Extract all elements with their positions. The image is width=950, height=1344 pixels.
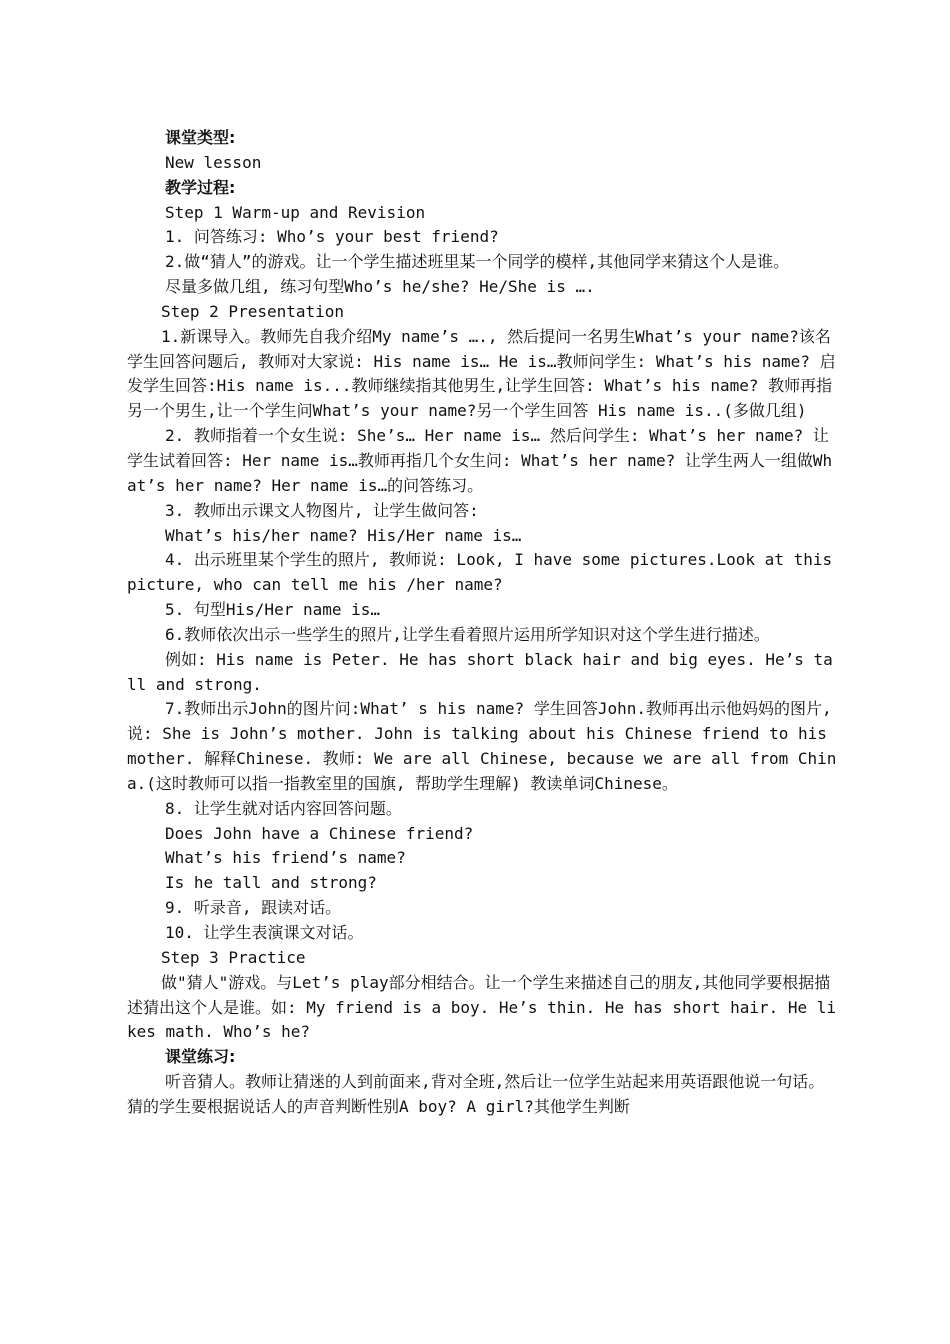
paragraph: Step 1 Warm-up and Revision — [165, 202, 426, 222]
paragraph: 9. 听录音, 跟读对话。 — [165, 898, 342, 918]
paragraph: 1. 问答练习: Who’s your best friend? — [165, 227, 499, 247]
paragraph: 10. 让学生表演课文对话。 — [165, 923, 364, 942]
paragraph: What’s his/her name? His/Her name is… — [165, 525, 522, 545]
paragraph: 6.教师依次出示一些学生的照片,让学生看着照片运用所学知识对这个学生进行描述。 — [165, 624, 770, 644]
paragraph: 3. 教师出示课文人物图片, 让学生做问答: — [165, 500, 479, 520]
section-heading: 教学过程: — [165, 177, 236, 197]
paragraph: 8. 让学生就对话内容回答问题。 — [165, 798, 402, 818]
document-page — [127, 126, 837, 1120]
paragraph: Does John have a Chinese friend? — [165, 823, 474, 843]
paragraph: 做"猜人"游戏。与Let’s play部分相结合。让一个学生来描述自己的朋友,其他同学要根据描述猜出这个人是谁。如: My friend is a boy. He’s thin. He has short hair. He likes math. Who’s he? — [127, 972, 837, 1042]
paragraph: 听音猜人。教师让猜迷的人到前面来,背对全班,然后让一位学生站起来用英语跟他说一句话。猜的学生要根据说话人的声音判断性别A boy? A girl?其他学生判断 — [127, 1072, 825, 1116]
section-heading: 课堂类型: — [165, 128, 236, 147]
paragraph: 5. 句型His/Her name is… — [165, 600, 381, 620]
paragraph: 4. 出示班里某个学生的照片, 教师说: Look, I have some pictures.Look at this picture, who can tell me his /her name? — [127, 550, 833, 595]
paragraph: 1.新课导入。教师先自我介绍My name’s …., 然后提问一名男生What’s your name?该名学生回答问题后, 教师对大家说: His name is… He is…教师问学生: What’s his name? 启发学生回答:His name is...教师继续指其他男生,让学生回答: What’s his name? 教师再指另一个男生,让一个学生问What’s your name?另一个学生回答 His name is..(多做几组) — [127, 326, 836, 421]
paragraph: 尽量多做几组, 练习句型Who’s he/she? He/She is …. — [165, 277, 595, 297]
paragraph: 2.做“猜人”的游戏。让一个学生描述班里某一个同学的模样,其他同学来猜这个人是谁。 — [165, 252, 790, 272]
paragraph: 例如: His name is Peter. He has short black hair and big eyes. He’s tall and strong. — [127, 649, 833, 694]
section-heading: 课堂练习: — [165, 1047, 236, 1067]
paragraph: What’s his friend’s name? — [165, 848, 406, 868]
paragraph: Step 2 Presentation — [161, 301, 345, 321]
paragraph: 2. 教师指着一个女生说: She’s… Her name is… 然后问学生: What’s her name? 让学生试着回答: Her name is…教师再指几个女生问: What’s her name? 让学生两人一组做What’s her name? Her name is…的问答练习。 — [127, 426, 833, 495]
paragraph: New lesson — [165, 152, 262, 172]
paragraph: 7.教师出示John的图片问:What’ s his name? 学生回答John.教师再出示他妈妈的图片, 说: She is John’s mother. John is talking about his Chinese friend to his mother. 解释Chinese. 教师: We are all Chinese, because we are all from China.(这时教师可以指一指教室里的国旗, 帮助学生理解) 教读单词Chinese。 — [127, 699, 837, 793]
paragraph: Is he tall and strong? — [165, 873, 377, 893]
paragraph: Step 3 Practice — [161, 947, 306, 967]
